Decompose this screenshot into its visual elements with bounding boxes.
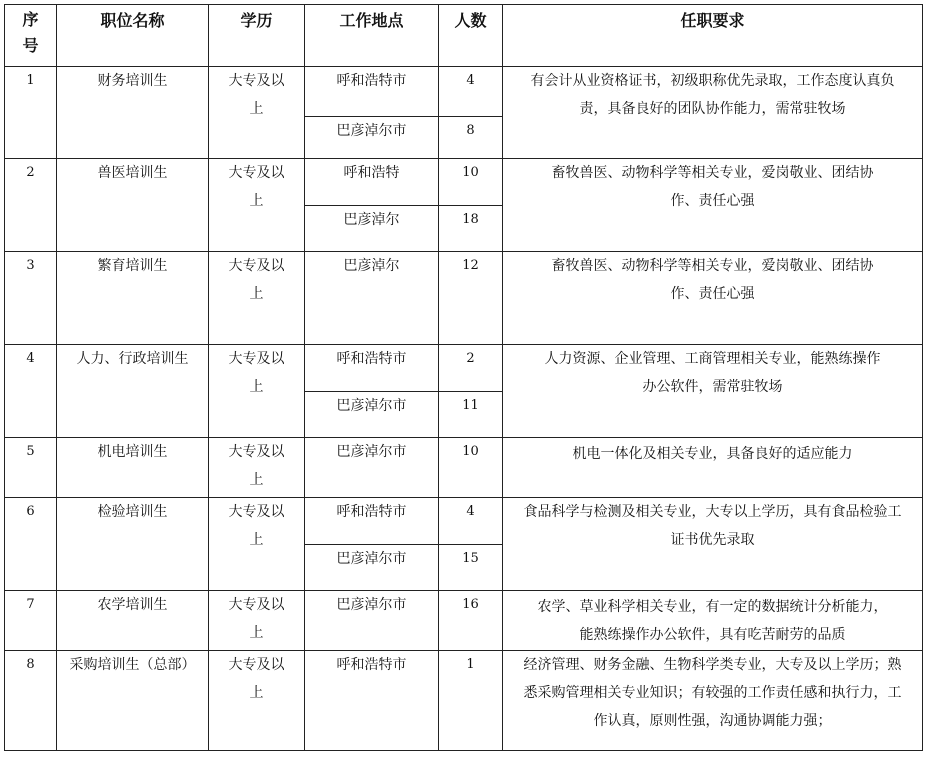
- row-requirement: 有会计从业资格证书，初级职称优先录取，工作态度认真负责，具备良好的团队协作能力，需常驻牧场: [503, 67, 923, 159]
- row-position: 繁育培训生: [57, 252, 209, 345]
- row-count: 10: [439, 159, 503, 206]
- row-education: 大专及以上: [209, 498, 305, 591]
- row-position: 财务培训生: [57, 67, 209, 159]
- row-count: 16: [439, 591, 503, 651]
- row-requirement: 农学、草业科学相关专业，有一定的数据统计分析能力，能熟练操作办公软件，具有吃苦耐劳的品质: [503, 591, 923, 651]
- row-position: 采购培训生（总部）: [57, 651, 209, 751]
- row-requirement: 畜牧兽医、动物科学等相关专业，爱岗敬业、团结协作、责任心强: [503, 252, 923, 345]
- table-row: [5, 498, 923, 545]
- header-count: 人数: [439, 5, 503, 67]
- header-edu: 学历: [209, 5, 305, 67]
- row-education: 大专及以上: [209, 252, 305, 345]
- header-no: 序号: [5, 5, 57, 67]
- table-row: [5, 438, 923, 498]
- row-requirement: 食品科学与检测及相关专业，大专以上学历，具有食品检验工证书优先录取: [503, 498, 923, 591]
- row-location: 呼和浩特市: [305, 498, 439, 545]
- row-requirement: 经济管理、财务金融、生物科学类专业，大专及以上学历；熟悉采购管理相关专业知识；有较强的工作责任感和执行力，工作认真，原则性强，沟通协调能力强；: [503, 651, 923, 751]
- row-position: 机电培训生: [57, 438, 209, 498]
- row-education: 大专及以上: [209, 345, 305, 438]
- row-education: 大专及以上: [209, 651, 305, 751]
- row-requirement: 人力资源、企业管理、工商管理相关专业，能熟练操作办公软件，需常驻牧场: [503, 345, 923, 438]
- row-no: 5: [5, 438, 57, 498]
- row-education: 大专及以上: [209, 438, 305, 498]
- row-education: 大专及以上: [209, 67, 305, 159]
- row-location: 呼和浩特: [305, 159, 439, 206]
- table-row: [5, 67, 923, 117]
- row-location: 呼和浩特市: [305, 651, 439, 751]
- row-count: 18: [439, 206, 503, 252]
- row-location: 巴彦淖尔市: [305, 117, 439, 159]
- row-location: 巴彦淖尔市: [305, 392, 439, 438]
- row-position: 检验培训生: [57, 498, 209, 591]
- table-row: [5, 252, 923, 345]
- row-no: 6: [5, 498, 57, 591]
- row-position: 人力、行政培训生: [57, 345, 209, 438]
- row-count: 4: [439, 498, 503, 545]
- table-row: [5, 651, 923, 751]
- row-count: 1: [439, 651, 503, 751]
- row-location: 巴彦淖尔市: [305, 591, 439, 651]
- row-requirement: 机电一体化及相关专业，具备良好的适应能力: [503, 438, 923, 498]
- row-no: 4: [5, 345, 57, 438]
- row-count: 8: [439, 117, 503, 159]
- row-position: 兽医培训生: [57, 159, 209, 252]
- row-location: 巴彦淖尔市: [305, 438, 439, 498]
- table-row: [5, 159, 923, 206]
- row-count: 10: [439, 438, 503, 498]
- row-education: 大专及以上: [209, 591, 305, 651]
- recruitment-table: [4, 4, 923, 751]
- row-location: 呼和浩特市: [305, 345, 439, 392]
- row-no: 1: [5, 67, 57, 159]
- row-position: 农学培训生: [57, 591, 209, 651]
- row-count: 12: [439, 252, 503, 345]
- table-row: [5, 345, 923, 392]
- header-name: 职位名称: [57, 5, 209, 67]
- row-education: 大专及以上: [209, 159, 305, 252]
- row-no: 7: [5, 591, 57, 651]
- row-count: 11: [439, 392, 503, 438]
- row-no: 8: [5, 651, 57, 751]
- row-count: 4: [439, 67, 503, 117]
- row-location: 巴彦淖尔市: [305, 545, 439, 591]
- row-requirement: 畜牧兽医、动物科学等相关专业，爱岗敬业、团结协作、责任心强: [503, 159, 923, 252]
- row-no: 2: [5, 159, 57, 252]
- header-row: [5, 5, 923, 67]
- header-loc: 工作地点: [305, 5, 439, 67]
- row-count: 2: [439, 345, 503, 392]
- row-location: 呼和浩特市: [305, 67, 439, 117]
- row-location: 巴彦淖尔: [305, 206, 439, 252]
- header-req: 任职要求: [503, 5, 923, 67]
- table-row: [5, 591, 923, 651]
- row-count: 15: [439, 545, 503, 591]
- row-no: 3: [5, 252, 57, 345]
- row-location: 巴彦淖尔: [305, 252, 439, 345]
